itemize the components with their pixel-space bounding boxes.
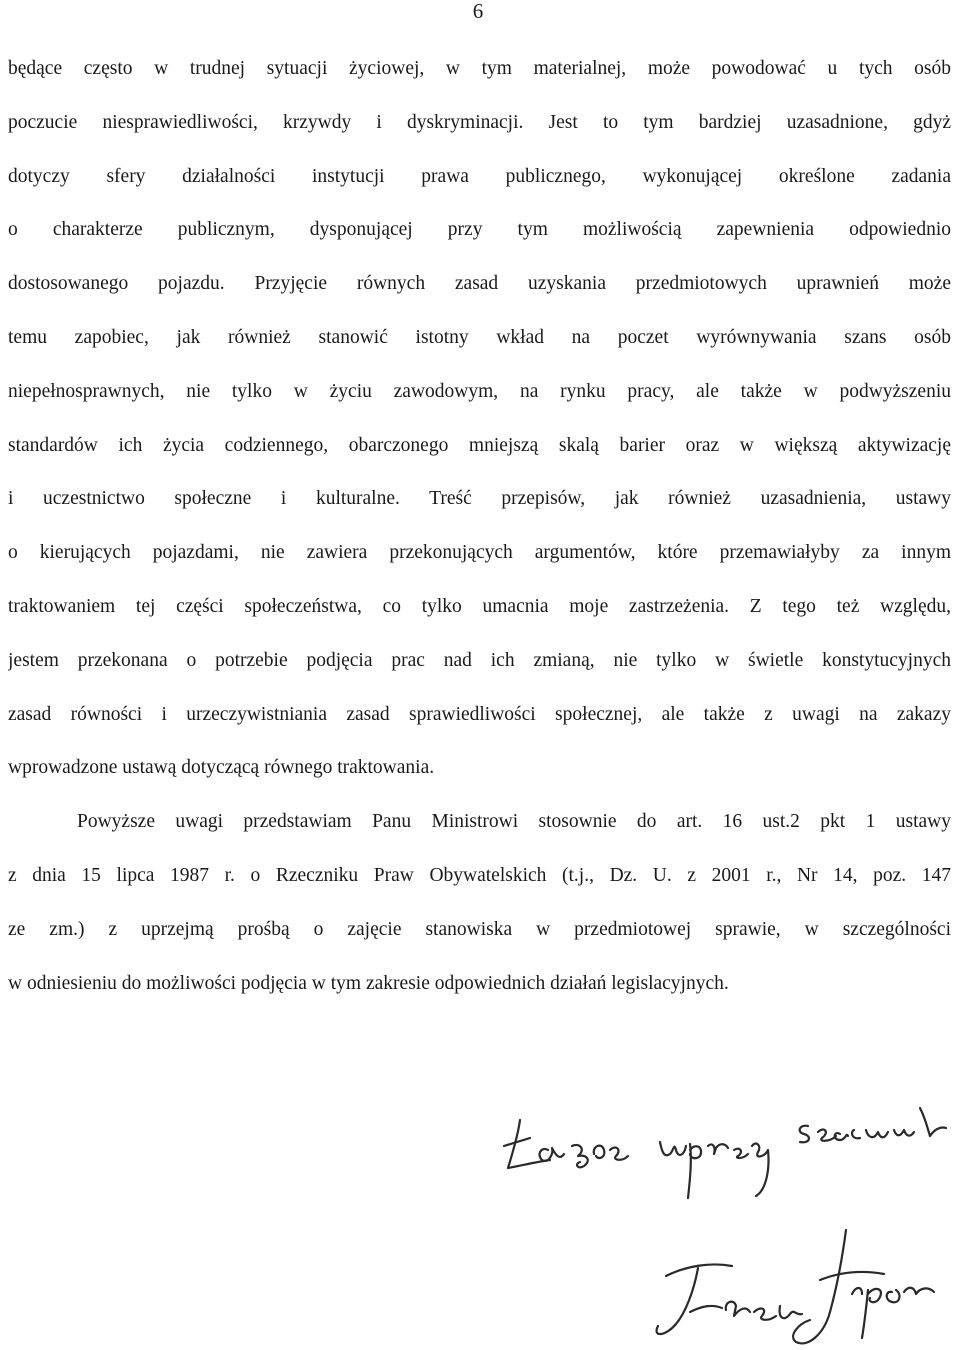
- text-line: będące często w trudnej sytuacji życiowej, w tym materialnej, może powodować u tych osób: [8, 58, 951, 79]
- signature-name-stroke: [657, 1230, 934, 1343]
- text-line: dotyczy sfery działalności instytucji prawa publicznego, wykonującej określone zadania: [8, 165, 951, 187]
- text-line: standardów ich życia codziennego, obarczonego mniejszą skalą barier oraz w większą aktywizację: [8, 434, 951, 456]
- text-line: traktowaniem tej części społeczeństwa, co tylko umacnia moje zastrzeżenia. Z tego też względu,: [8, 595, 951, 617]
- text-line: i uczestnictwo społeczne i kulturalne. Treść przepisów, jak również uzasadnienia, ustawy: [8, 488, 951, 510]
- paragraph-2: [8, 795, 951, 1010]
- handwritten-signature: [490, 1080, 960, 1350]
- signature-closing-stroke: [504, 1108, 946, 1198]
- text-line: w odniesieniu do możliwości podjęcia w tym zakresie odpowiednich działań legislacyjnych.: [8, 972, 729, 994]
- text-line: niepełnosprawnych, nie tylko w życiu zawodowym, na rynku pracy, ale także w podwyższeniu: [8, 380, 951, 402]
- signature-drawing: [490, 1080, 960, 1350]
- text-line: o kierujących pojazdami, nie zawiera przekonujących argumentów, które przemawiałyby za innym: [8, 542, 951, 564]
- text-line: poczucie niesprawiedliwości, krzywdy i dyskryminacji. Jest to tym bardziej uzasadnione, gdyż: [8, 111, 951, 133]
- text-line: temu zapobiec, jak również stanowić istotny wkład na poczet wyrównywania szans osób: [8, 326, 951, 348]
- text-line: wprowadzone ustawą dotyczącą równego traktowania.: [8, 757, 435, 779]
- page-number-text: 6: [472, 0, 484, 23]
- letter-body: [8, 42, 951, 1010]
- text-line: Powyższe uwagi przedstawiam Panu Ministrowi stosownie do art. 16 ust.2 pkt 1 ustawy: [77, 811, 951, 833]
- page-number: [0, 0, 960, 24]
- text-line: z dnia 15 lipca 1987 r. o Rzeczniku Praw Obywatelskich (t.j., Dz. U. z 2001 r., Nr 14, poz. 147: [8, 864, 951, 886]
- text-line: dostosowanego pojazdu. Przyjęcie równych zasad uzyskania przedmiotowych uprawnień może: [8, 273, 951, 295]
- paragraph-1: [8, 42, 951, 795]
- text-line: o charakterze publicznym, dysponującej przy tym możliwością zapewnienia odpowiednio: [8, 219, 951, 241]
- text-line: jestem przekonana o potrzebie podjęcia prac nad ich zmianą, nie tylko w świetle konstytucyjnych: [8, 649, 951, 671]
- text-line: ze zm.) z uprzejmą prośbą o zajęcie stanowiska w przedmiotowej sprawie, w szczególności: [8, 918, 951, 940]
- text-line: zasad równości i urzeczywistniania zasad sprawiedliwości społecznej, ale także z uwagi na zakazy: [8, 703, 951, 725]
